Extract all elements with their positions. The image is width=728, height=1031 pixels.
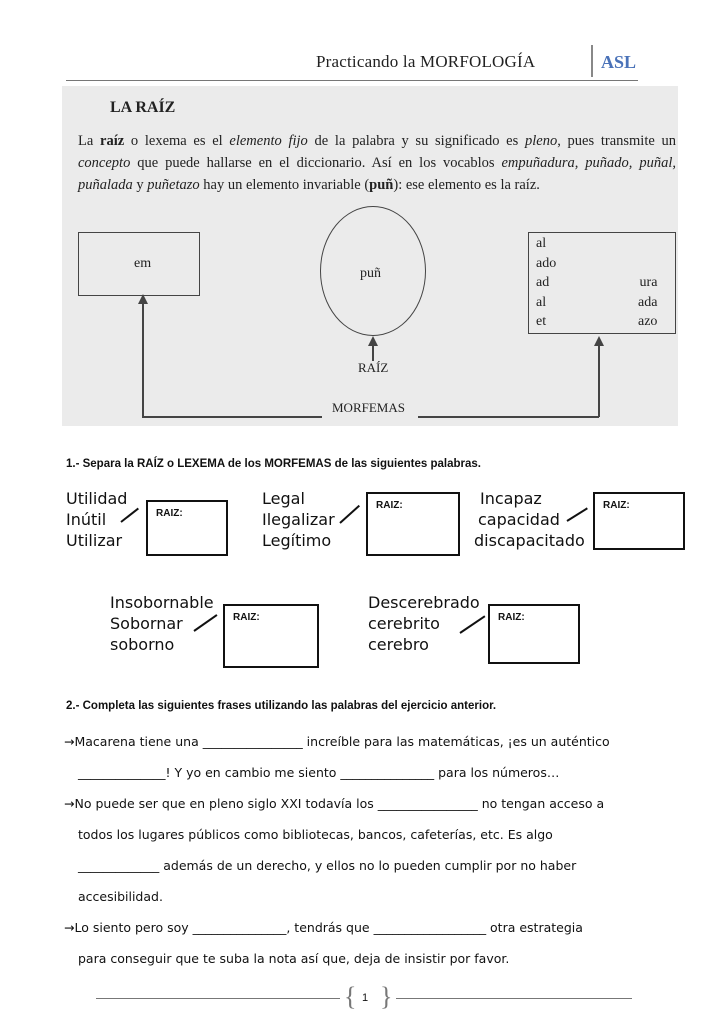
word-group-2: Legal Ilegalizar Legítimo [262,489,335,550]
sentence-3-cont: para conseguir que te suba la nota así que, deja de insistir por favor. [78,951,510,966]
word-group-3: Incapaz capacidad discapacitado [474,489,585,550]
footer-brace-right: } [380,982,393,1011]
word-group-5: Descerebrado cerebrito cerebro [368,593,480,654]
arrow-icon: → [64,920,75,935]
exercise2-heading: 2.- Completa las siguientes frases utilizando las palabras del ejercicio anterior. [66,700,497,712]
arrow-icon: → [64,796,75,811]
footer-rule-left [96,998,340,999]
header-rule [66,80,638,81]
root-arrow-line [372,345,374,361]
suffix-list-left: al ado ad al et [536,236,557,329]
prefix-arrow-line [142,303,144,417]
figure-paragraph: La raíz o lexema es el elemento fijo de la palabra y su significado es pleno, pues transmite un concepto que puede hallarse en el diccionario. Así en los vocablos empuñadura, puñado, puñal, puñalada y puñetazo hay un elemento invariable (puñ): ese elemento es la raíz. [78,133,677,193]
sentence-2-cont-1: todos los lugares públicos como bibliotecas, bancos, cafeterías, etc. Es algo [78,827,553,842]
connector-slash-2 [339,505,360,524]
word-group-4: Insobornable Sobornar soborno [110,593,214,654]
prefix-text: em [134,256,152,271]
textbook-figure [62,86,678,426]
raiz-label: RAIZ: [498,612,525,623]
sentence-3: →Lo siento pero soy _______________, tendrás que __________________ otra estrategia [64,920,583,935]
page-number: 1 [362,992,369,1004]
raiz-answer-box-2[interactable] [366,492,460,556]
header-badge: ASL [601,52,637,72]
word-group-1: Utilidad Inútil Utilizar [66,489,128,550]
sentence-1-cont: ______________! Y yo en cambio me siento _______________ para los números… [78,765,560,780]
header-separator [591,45,593,77]
root-text: puñ [360,266,381,281]
raiz-label: RAIZ: [233,612,260,623]
exercise1-heading: 1.- Separa la RAÍZ o LEXEMA de los MORFEMAS de las siguientes palabras. [66,458,481,470]
footer-brace-left: { [344,982,357,1011]
raiz-answer-box-1[interactable] [146,500,228,556]
figure-title: LA RAÍZ [110,99,176,116]
raiz-label: RAIZ: [156,508,183,519]
raiz-label: RAIZ: [376,500,403,511]
sentence-1: →Macarena tiene una ________________ increíble para las matemáticas, ¡es un auténtico [64,734,610,749]
arrow-icon: → [64,734,75,749]
raiz-answer-box-3[interactable] [593,492,685,550]
raiz-answer-box-5[interactable] [488,604,580,664]
header-title: Practicando la MORFOLOGÍA [316,52,536,71]
sentence-2: →No puede ser que en pleno siglo XXI todavía los ________________ no tengan acceso a [64,796,605,811]
raiz-answer-box-4[interactable] [223,604,319,668]
bottom-line-right [418,416,599,418]
sentence-2-cont-2: _____________ además de un derecho, y ellos no lo pueden cumplir por no haber [78,858,577,873]
raiz-caption: RAÍZ [358,360,389,375]
sentence-2-cont-3: accesibilidad. [78,889,163,904]
suffix-list-right: ura ada azo [638,275,658,329]
suffix-arrow-line [598,345,600,417]
footer-rule-right [396,998,632,999]
morfemas-caption: MORFEMAS [332,400,405,415]
raiz-label: RAIZ: [603,500,630,511]
bottom-line-left [142,416,322,418]
